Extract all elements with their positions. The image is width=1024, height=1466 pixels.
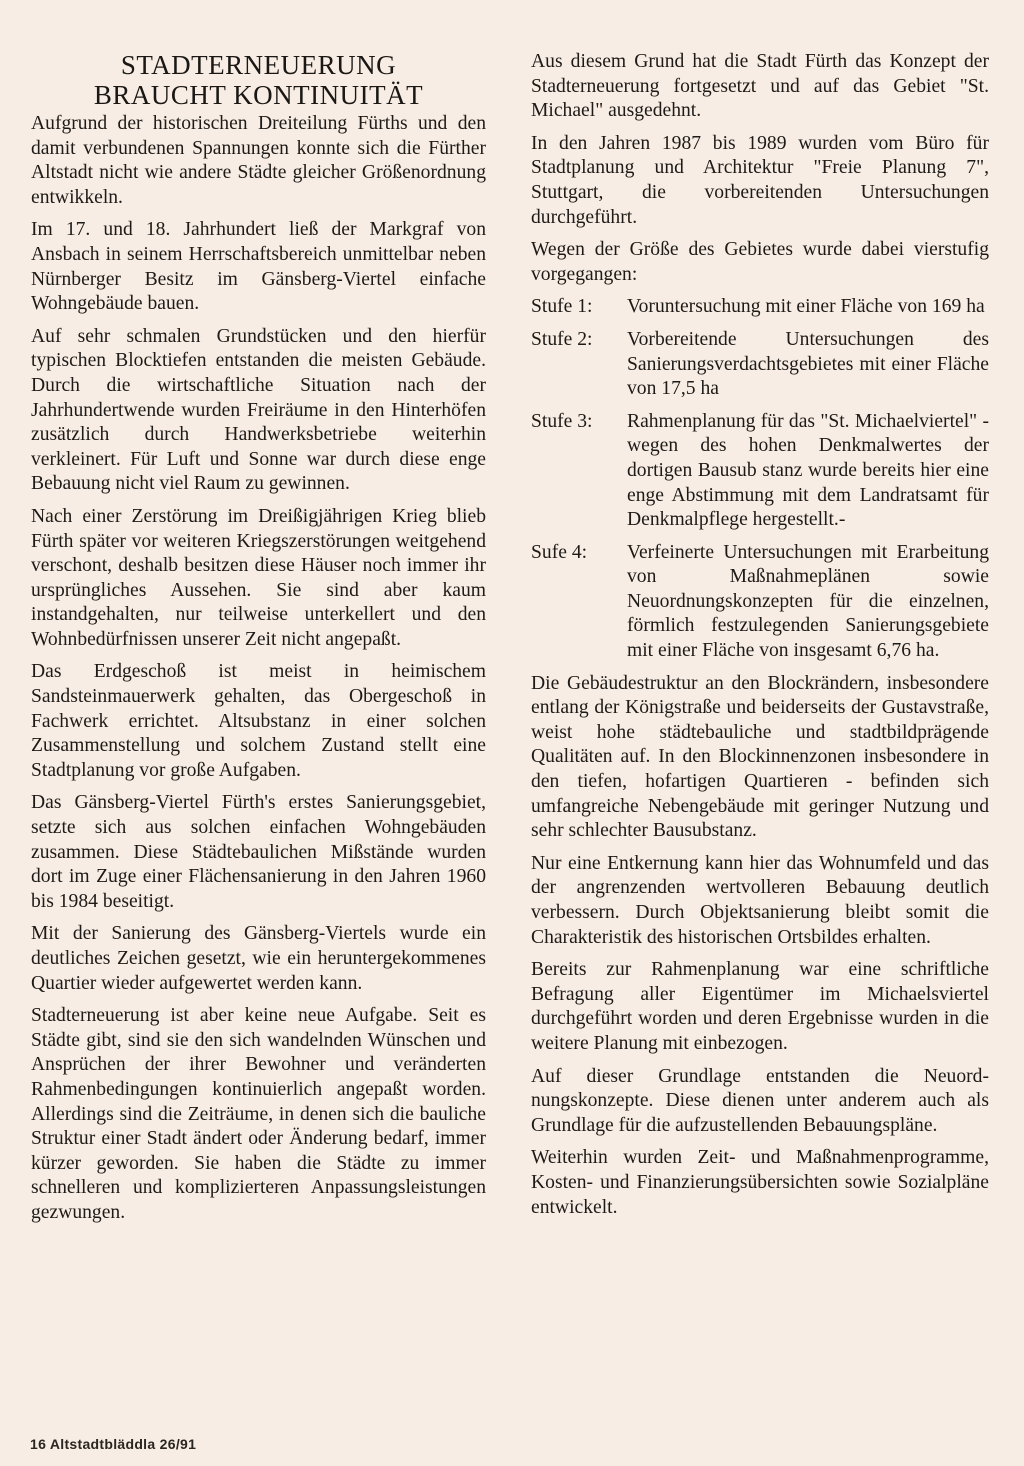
paragraph: Auf sehr schmalen Grundstücken und den hierfür typischen Blocktiefen entstanden die meisten Gebäude. Durch die wirtschaftliche Situation nach der Jahrhundertwende wurden Freiräume in den Hinterhöfen zusätzlich durch Handwerksbetriebe weiterhin verkleinert. Für Luft und Sonne war durch diese enge Bebauung nicht viel Raum zu gewinnen.	[31, 325, 486, 495]
stage-item	[531, 410, 989, 533]
stage-text: Rahmenplanung für das "St. Michaelviertel" -wegen des hohen Denkmalwertes der dortigen Bausub stanz wurde bereits hier eine enge Abstimmung mit dem Landratsamt für Denkmalpflege hergestellt.-	[627, 410, 989, 531]
paragraph: Wegen der Größe des Gebietes wurde dabei vierstufig vorgegangen:	[531, 239, 989, 285]
right-column	[531, 50, 989, 1228]
paragraph: Auf dieser Grundlage entstanden die Neuordnungskonzepte. Diese dienen unter anderem auch als Grundlage für die aufzustellenden Bebauungspläne.	[531, 1065, 989, 1136]
stage-text: Vorbereitende Untersuchungen des Sanierungsverdachtsgebietes mit einer Fläche von 17,5 ha	[627, 328, 989, 400]
paragraph: In den Jahren 1987 bis 1989 wurden vom Büro für Stadtplanung und Architektur "Freie Planung 7", Stuttgart, die vorbereitenden Untersuchungen durchgeführt.	[531, 132, 989, 228]
stage-text: Voruntersuchung mit einer Fläche von 169 ha	[627, 296, 985, 318]
paragraph: Aus diesem Grund hat die Stadt Fürth das Konzept der Stadterneuerung fortgesetzt und auf das Gebiet "St. Michael" ausgedehnt.	[531, 51, 989, 122]
paragraph: Mit der Sanierung des Gänsberg-Viertels wurde ein deutliches Zeichen gesetzt, wie ein heruntergekommenes Quartier wieder aufgewertet werden kann.	[31, 923, 486, 994]
stage-label: Stufe 1:	[531, 296, 593, 318]
paragraph: Im 17. und 18. Jahrhundert ließ der Markgraf von Ansbach in seinem Herrschaftsbereich unmittelbar neben Nürnberger Besitz im Gänsberg-Viertel einfache Wohngebäude bauen.	[31, 219, 486, 315]
stage-item	[531, 541, 989, 664]
paragraph: Das Erdgeschoß ist meist in heimischem Sandsteinmauerwerk gehalten, das Obergeschoß in Fachwerk errichtet. Altsubstanz in einer solchen Zusammenstellung und solchem Zustand stellt eine Stadtplanung vor große Aufgaben.	[31, 661, 486, 781]
stage-item	[531, 295, 989, 320]
paragraph: Aufgrund der historischen Dreiteilung Fürths und den damit verbundenen Spannungen konnte sich die Fürther Altstadt nicht wie andere Städte gleicher Größenordnung entwikkeln.	[31, 113, 486, 208]
stage-label: Stufe 2:	[531, 328, 593, 350]
stage-label: Sufe 4:	[531, 541, 588, 563]
stage-text: Verfeinerte Untersuchungen mit Erarbeitung von Maßnahmeplänen sowie Neuordnungskonzepten für die einzelnen, förmlich festzulegenden Sanierungsgebiete mit einer Fläche von insgesamt 6,76 ha.	[627, 541, 989, 662]
stage-label: Stufe 3:	[531, 410, 593, 432]
paragraph: Nach einer Zerstörung im Dreißigjährigen Krieg blieb Fürth später vor weiteren Kriegszerstörungen weitgehend verschont, deshalb besitzen diese Häuser noch immer ihr ursprüngliches Aussehen. Sie sind aber kaum instandgehalten, nur teilweise unterkellert und den Wohnbedürfnissen unserer Zeit nicht angepaßt.	[31, 505, 486, 650]
page-footer: 16 Altstadtbläddla 26/91	[30, 1436, 197, 1452]
article-title	[31, 50, 486, 110]
article-title-line-2: BRAUCHT KONTINUITÄT	[93, 80, 424, 110]
paragraph: Die Gebäudestruktur an den Blockrändern, insbesondere entlang der Königstraße und beiderseits der Gustavstraße, weist hohe städtebauliche und stadtbildprägende Qualitäten auf. In den Blockinnenzonen insbesondere in den tiefen, hofartigen Quartieren - befinden sich umfangreiche Nebengebäude mit geringer Nutzung und sehr schlechter Bausubstanz.	[531, 672, 989, 842]
paragraph: Das Gänsberg-Viertel Fürth's erstes Sanierungsgebiet, setzte sich aus solchen einfachen Wohngebäuden zusammen. Diese Städtebaulichen Mißstände wurden dort im Zuge einer Flächensanierung in den Jahren 1960 bis 1984 beseitigt.	[31, 792, 486, 912]
article-title-line-1: STADTERNEUERUNG	[120, 50, 397, 80]
paragraph: Nur eine Entkernung kann hier das Wohnumfeld und das der angrenzenden wertvolleren Bebauung deutlich verbessern. Durch Objektsanierung bleibt somit die Charakteristik des historischen Ortsbildes erhalten.	[531, 852, 989, 948]
paragraph: Bereits zur Rahmenplanung war eine schriftliche Befragung aller Eigentümer im Michaelsviertel durchgeführt worden und deren Ergebnisse wurden in die weitere Planung mit einbezogen.	[531, 959, 989, 1054]
paragraph: Weiterhin wurden Zeit- und Maßnahmenprogramme, Kosten- und Finanzierungsübersichten sowie Sozialpläne entwickelt.	[531, 1147, 989, 1218]
paragraph: Stadterneuerung ist aber keine neue Aufgabe. Seit es Städte gibt, sind sie den sich wandelnden Wünschen und Ansprüchen der ihrer Bewohner und veränderten Rahmenbedingungen kontinuierlich angepaßt worden. Allerdings sind die Zeiträume, in denen sich die bauliche Struktur einer Stadt ändert oder Änderung bedarf, immer kürzer geworden. Sie haben die Städte zu immer schnelleren und komplizierteren Anpassungsleistungen gezwungen.	[31, 1005, 486, 1223]
stage-item	[531, 328, 989, 402]
left-column	[31, 50, 486, 1234]
